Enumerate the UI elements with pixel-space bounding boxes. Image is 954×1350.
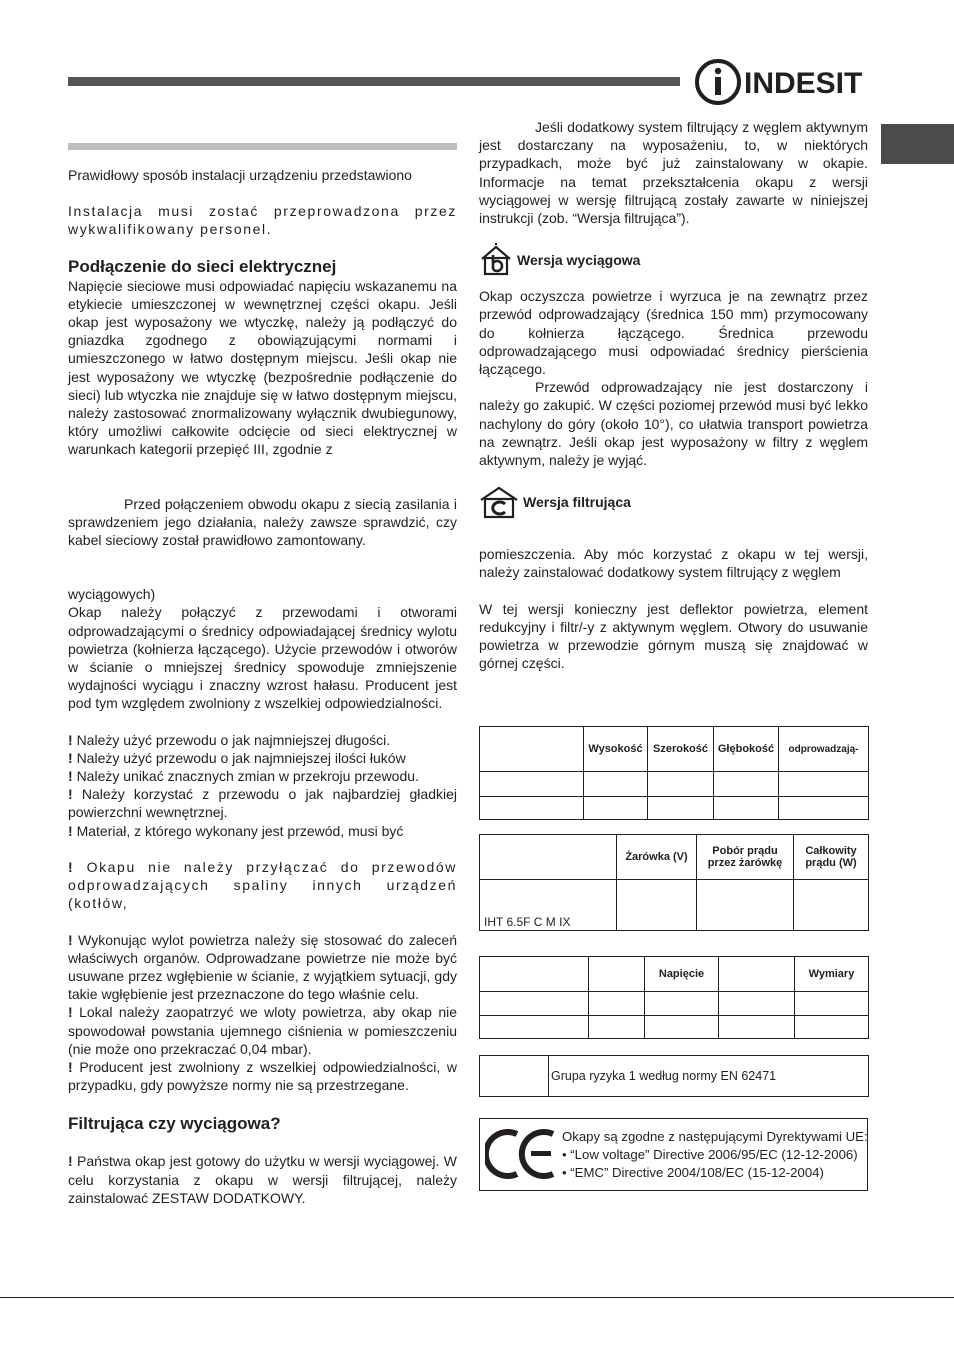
filter-text: pomieszczenia. Aby móc korzystać z okapu w tej wersji, należy zainstalować dodatkowy system filtrujący z węglem [479,546,868,581]
table-cell: Szerokość [648,727,714,772]
installer-text: Instalacja musi zostać przeprowadzona przez wykwalifikowany personel. [68,203,457,238]
ce-line: Okapy są zgodne z następującymi Dyrektywami UE: [562,1129,868,1144]
table-row [480,727,869,772]
brand-name: INDESIT [744,67,863,100]
extraction-text: Okap oczyszcza powietrze i wyrzuca je na zewnątrz przez przewód odprowadzający (średnica 150 mm) przymocowany do kołnierza łączącego. Średnica przewodu odprowadzającego musi odpowiadać średnicy pierścienia łączącego. [479,288,868,378]
inlet-text: ! Lokal należy zaopatrzyć we wloty powietrza, aby okap nie spowodował powstania ujemnego ciśnienia w pomieszczeniu (nie może ono przekraczać 0,04 mbar). [68,1004,457,1057]
table-cell: Wymiary [795,957,869,992]
table-cell [719,957,795,992]
header-rule [68,77,680,86]
ce-text [562,1128,868,1182]
table-row [480,992,869,1016]
ducts-text: Okap należy połączyć z przewodami i otworami odprowadzającymi o średnicy odpowiadającej średnicy wylotu powietrza (kołnierza łączącego). Użycie przewodów i otworów w ścianie o mniejszej średnicy spowoduje zmniejszenie wydajności wyciągu i znaczny wzrost hałasu. Producent jest pod tym względem zwolniony z wszelkiej odpowiedzialności. [68,604,457,712]
table-row [480,957,869,992]
ducts-start: wyciągowych) [68,586,156,603]
side-tab [881,124,954,164]
right-column [479,118,868,672]
filter-version-heading [479,485,868,519]
table-cell: Całkowity prądu (W) [794,835,869,880]
extraction-house-icon [479,243,513,277]
table-cell: Pobór prądu przez żarówkę [697,835,794,880]
table-cell: Wysokość [584,727,648,772]
deflector-text: W tej wersji konieczny jest deflektor powietrza, element redukcyjny i filtr/-y z aktywnym węglem. Otwory do usuwanie powietrza w przewodzie górnym muszą się znajdować w górnej części. [479,600,868,672]
model-cell: IHT 6.5F C M IX [480,880,617,931]
table-cell: Żarówka (V) [617,835,697,880]
producer-text: ! Producent jest zwolniony z wszelkiej odpowiedzialności, w przypadku, gdy powyższe normy nie są przestrzegane. [68,1058,458,1094]
duct-text: Przewód odprowadzający nie jest dostarczony i należy go zakupić. W części poziomej przewód musi być lekko nachylony do góry (około 10°), co ułatwia transport powietrza na zewnątrz. Jeśli okap jest wyposażony w filtry z węglem aktywnym, należy je wyjąć. [479,379,868,469]
duct-bullets [68,731,457,840]
outlet-text: ! Wykonując wylot powietrza należy się stosować do zaleceń właściwych organów. Odprowadzane powietrze nie może być usuwane przez wgłębienie w ścianie, z wyjątkiem sytuacji, gdy takie wgłębienie jest przeznaczone do tego właśnie celu. [68,931,457,1003]
ce-mark-icon [485,1128,557,1180]
bullet-item: ! Należy użyć przewodu o jak najmniejszej ilości łuków [68,749,406,766]
before-connect-text: Przed połączeniem obwodu okapu z siecią zasilania i sprawdzeniem jego działania, należy zawsze sprawdzić, czy kabel sieciowy został prawidłowo zamontowany. [68,495,457,549]
left-column [68,166,457,1207]
table-cell [480,835,617,880]
table-row [480,1056,869,1097]
extraction-version-heading [479,243,868,277]
ready-text: ! Państwa okap jest gotowy do użytku w wersji wyciągowej. W celu korzystania z okapu w wersji filtrującej, należy zainstalować ZESTAW DODATKOWY. [68,1153,457,1206]
table-cell: Głębokość [714,727,779,772]
bullet-item: ! Należy unikać znacznych zmian w przekroju przewodu. [68,768,419,785]
ce-compliance-box [479,1118,868,1191]
footer-rule [0,1297,954,1298]
electrical-table [479,956,869,1039]
electrical-text: Napięcie sieciowe musi odpowiadać napięciu wskazanemu na etykiecie umieszczonej w wewnętrznej części okapu. Jeśli okap jest wyposażony we wtyczkę, należy ją podłączyć do gniazdka zgodnego z obowiązującymi normami i umieszczonego w łatwo dostępnym miejscu. Jeśli okap nie jest wyposażony we wtyczkę (bezpośrednie podłączenie do sieci) lub wtyczka nie znajduje się w łatwo dostępnym miejscu, należy zastosować znormalizowany wyłącznik dwubiegunowy, który umożliwi całkowite odcięcie od sieci elektrycznej w warunkach kategorii przepięć III, zgodnie z [68,277,457,458]
risk-group-text: Grupa ryzyka 1 według normy EN 62471 [549,1056,869,1097]
table-row [480,772,869,797]
ce-line: • “EMC” Directive 2004/108/EC (15-12-2004) [562,1165,824,1180]
ce-line: • “Low voltage” Directive 2006/95/EC (12-12-2006) [562,1147,858,1162]
no-connect-text: ! Okapu nie należy przyłączać do przewodów odprowadzających spaliny innych urządzeń (kotłów, [68,858,457,912]
bullet-item: ! Należy użyć przewodu o jak najmniejszej długości. [68,731,391,748]
filter-house-icon [479,485,519,519]
brand-logo [694,58,874,106]
table-row [480,797,869,820]
dimensions-table [479,726,869,820]
intro-text: Prawidłowy sposób instalacji urządzeniu przedstawiono [68,167,412,183]
extraction-version-title: Wersja wyciągowa [517,252,641,269]
table-cell [589,957,645,992]
table-row [480,880,869,931]
table-row [480,1016,869,1039]
bullet-item: ! Materiał, z którego wykonany jest przewód, musi być [68,822,404,839]
risk-group-table [479,1055,869,1097]
table-cell: Napięcie [645,957,719,992]
table-cell: odprowadzają- [779,727,869,772]
filter-or-extract-heading: Filtrująca czy wyciągowa? [68,1114,281,1134]
lamp-table [479,834,869,931]
electrical-heading: Podłączenie do sieci elektrycznej [68,256,337,276]
kit-text: Jeśli dodatkowy system filtrujący z węglem aktywnym jest dostarczany na wyposażeniu, to, w niektórych przypadkach, może być już zainstalowany w okapie. Informacje na temat przekształcenia okapu z wersji wyciągowej w wersję filtrującą zostały zawarte w niniejszej instrukcji (zob. “Wersja filtrująca”). [479,119,868,227]
table-row [480,835,869,880]
table-cell [480,957,589,992]
bullet-item: ! Należy korzystać z przewodu o jak najbardziej gładkiej powierzchni wewnętrznej. [68,786,458,821]
table-cell [480,727,584,772]
column-rule [68,143,457,150]
filter-version-title: Wersja filtrująca [523,494,631,511]
